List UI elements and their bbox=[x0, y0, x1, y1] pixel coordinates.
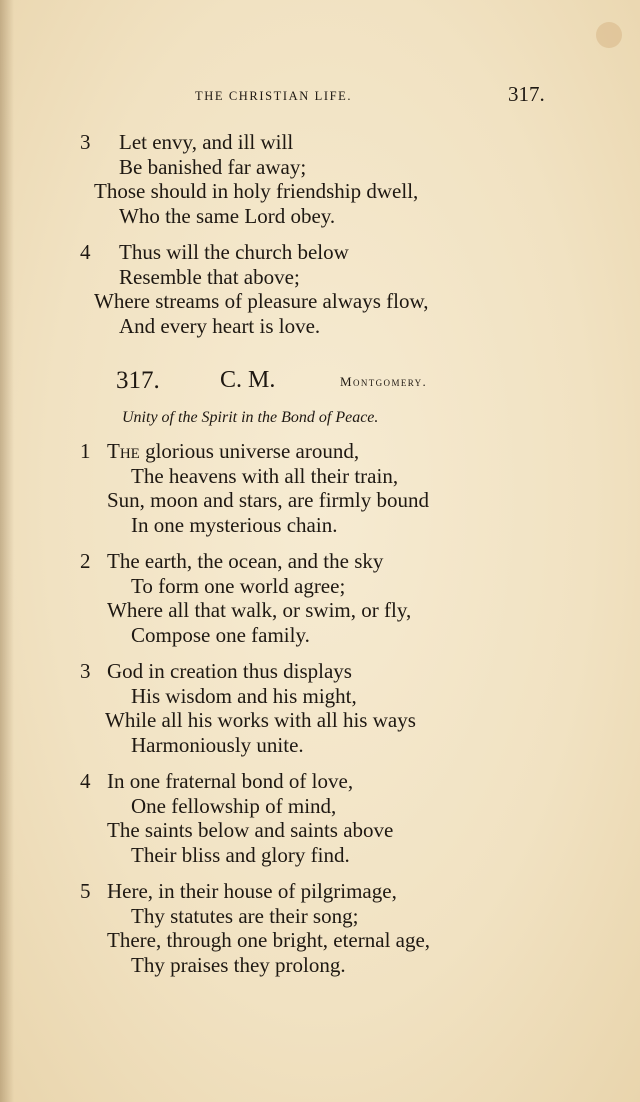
stanza-line-text: God in creation thus displays bbox=[107, 659, 352, 683]
stanza-line bbox=[80, 240, 429, 265]
stanza-line: Harmoniously unite. bbox=[131, 732, 304, 757]
stanza-number: 3 bbox=[80, 659, 91, 683]
stanza-line bbox=[80, 130, 418, 155]
stanza-line: Where streams of pleasure always flow, bbox=[94, 289, 429, 313]
first-word: The bbox=[107, 439, 140, 463]
hymn-author: Montgomery. bbox=[340, 374, 428, 389]
page-number: 317. bbox=[508, 82, 545, 106]
stanza-number: 1 bbox=[80, 439, 91, 463]
prev-stanza-4 bbox=[80, 240, 429, 338]
stanza-number: 5 bbox=[80, 879, 91, 903]
stanza-line: Be banished far away; bbox=[119, 154, 307, 179]
stanza-line bbox=[80, 439, 429, 464]
hymn-stanza-2 bbox=[80, 549, 411, 647]
running-head: THE CHRISTIAN LIFE. bbox=[195, 89, 353, 103]
hymn-number: 317. bbox=[116, 367, 160, 394]
hymn-meter: C. M. bbox=[220, 367, 276, 393]
stanza-number: 4 bbox=[80, 769, 91, 793]
stanza-number: 2 bbox=[80, 549, 91, 573]
stanza-line: One fellowship of mind, bbox=[131, 793, 337, 818]
stanza-line bbox=[80, 549, 411, 574]
stanza-line bbox=[80, 879, 430, 904]
stanza-line: In one mysterious chain. bbox=[131, 512, 338, 537]
stanza-line bbox=[80, 769, 393, 794]
prev-stanza-3 bbox=[80, 130, 418, 228]
hymn-stanza-5 bbox=[80, 879, 430, 977]
stanza-line-text: In one fraternal bond of love, bbox=[107, 769, 354, 793]
stanza-line-text: The earth, the ocean, and the sky bbox=[107, 549, 384, 573]
stanza-line: To form one world agree; bbox=[131, 573, 346, 598]
stanza-line: Compose one family. bbox=[131, 622, 310, 647]
stanza-number: 4 bbox=[80, 240, 91, 264]
stanza-line: Sun, moon and stars, are firmly bound bbox=[107, 488, 429, 512]
hymn-stanza-1 bbox=[80, 439, 429, 537]
stanza-line: While all his works with all his ways bbox=[105, 708, 416, 732]
stanza-line: The heavens with all their train, bbox=[131, 463, 399, 488]
hymn-stanza-4 bbox=[80, 769, 393, 867]
stanza-number: 3 bbox=[80, 130, 91, 154]
stanza-line-text: Let envy, and ill will bbox=[119, 130, 294, 154]
page-edge-shadow bbox=[0, 0, 14, 1102]
stanza-line: Who the same Lord obey. bbox=[119, 203, 336, 228]
stanza-line: Those should in holy friendship dwell, bbox=[94, 179, 419, 203]
stanza-line: There, through one bright, eternal age, bbox=[107, 928, 431, 952]
stanza-line: Resemble that above; bbox=[119, 264, 300, 289]
hymn-subtitle: Unity of the Spirit in the Bond of Peace. bbox=[122, 409, 379, 426]
stanza-line bbox=[80, 659, 416, 684]
paper-stain bbox=[596, 22, 622, 48]
stanza-line-text: Here, in their house of pilgrimage, bbox=[107, 879, 397, 903]
first-line-rest: glorious universe around, bbox=[139, 439, 360, 463]
stanza-line: The saints below and saints above bbox=[107, 818, 394, 842]
stanza-line: Their bliss and glory find. bbox=[131, 842, 350, 867]
stanza-line-text bbox=[80, 439, 359, 463]
hymn-stanza-3 bbox=[80, 659, 416, 757]
stanza-line-text: Thus will the church below bbox=[119, 240, 349, 264]
stanza-line: Thy praises they prolong. bbox=[131, 952, 346, 977]
stanza-line: His wisdom and his might, bbox=[131, 683, 357, 708]
stanza-line: Thy statutes are their song; bbox=[131, 903, 359, 928]
stanza-line: Where all that walk, or swim, or fly, bbox=[107, 598, 412, 622]
stanza-line: And every heart is love. bbox=[119, 313, 321, 338]
